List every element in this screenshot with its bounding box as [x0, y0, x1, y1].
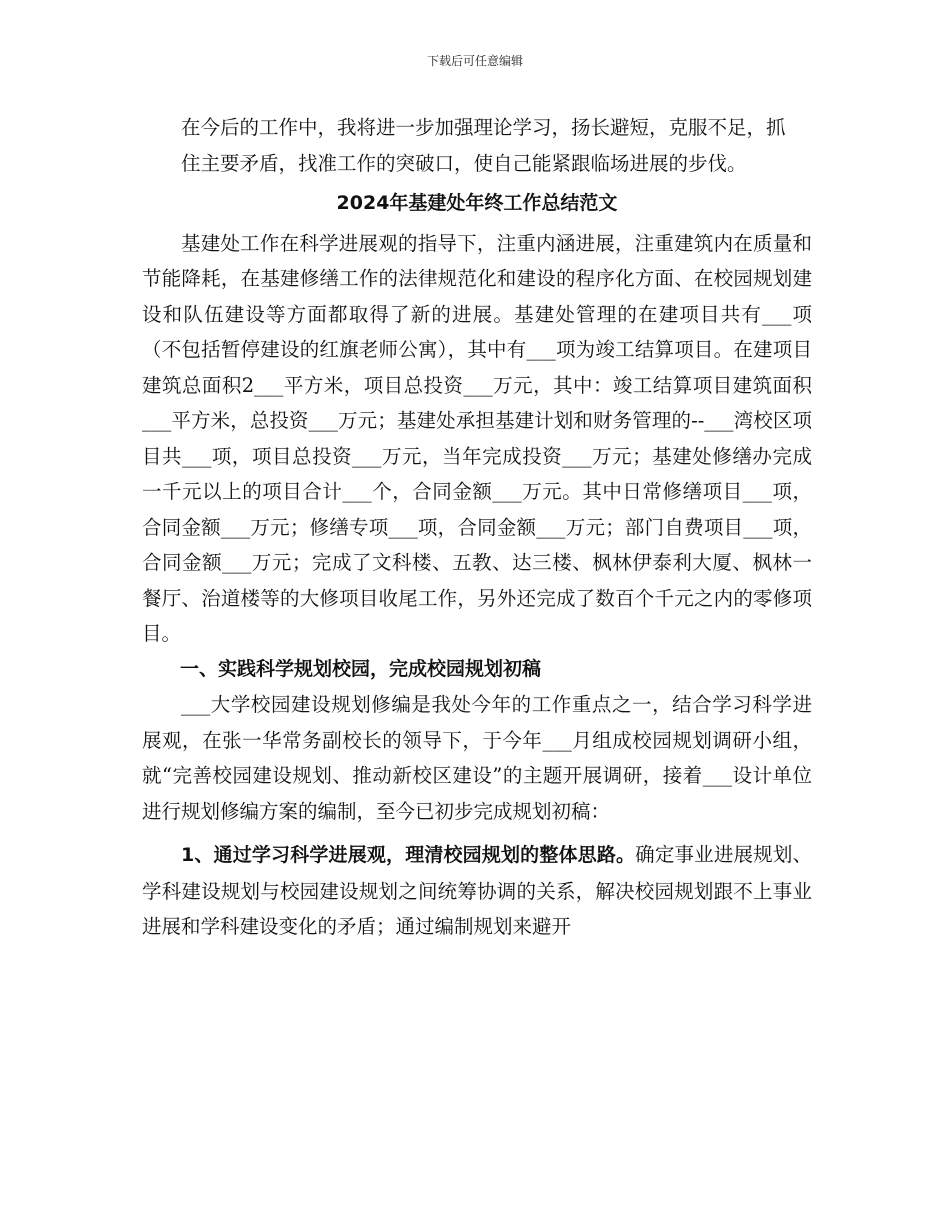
- document-title: 2024年基建处年终工作总结范文: [336, 192, 618, 214]
- summary-paragraph: 基建处工作在科学进展观的指导下，注重内涵进展，注重建筑内在质量和节能降耗，在基建修缮工作的法律规范化和建设的程序化方面、在校园规划建设和队伍建设等方面都取得了新的进展。基建处管理的在建项目共有___项（不包括暂停建设的红旗老师公寓），其中有___项为竣工结算项目。在建项目建筑总面积2___平方米，项目总投资___万元，其中：竣工结算项目建筑面积___平方米，总投资___万元；基建处承担基建计划和财务管理的--___湾校区项目共___项，项目总投资___万元，当年完成投资___万元；基建处修缮办完成一千元以上的项目合计___个，合同金额___万元。其中日常修缮项目___项，合同金额___万元；修缮专项___项，合同金额___万元；部门自费项目___项，合同金额___万元；完成了文科楼、五教、达三楼、枫林伊泰利大厦、枫林一餐厅、治道楼等的大修项目收尾工作，另外还完成了数百个千元之内的零修项目。: [142, 231, 812, 645]
- item-1-paragraph: [142, 837, 812, 945]
- intro-line-2: 住主要矛盾，找准工作的突破口，使自己能紧跟临场进展的步伐。: [181, 151, 747, 175]
- item-1-lead: 1、通过学习科学进展观，理清校园规划的整体思路。: [181, 844, 636, 866]
- section-1-paragraph: ___大学校园建设规划修编是我处今年的工作重点之一，结合学习科学进展观，在张一华常务副校长的领导下，于今年___月组成校园规划调研小组，就“完善校园建设规划、推动新校区建设”的主题开展调研，接着___设计单位进行规划修编方案的编制，至今已初步完成规划初稿：: [142, 693, 812, 823]
- intro-line-1: 在今后的工作中，我将进一步加强理论学习，扬长避短，克服不足，抓: [181, 116, 786, 139]
- page-header: 下载后可任意编辑: [426, 54, 523, 68]
- document-body: [142, 110, 812, 945]
- section-1-heading: 一、实践科学规划校园，完成校园规划初稿: [180, 657, 542, 680]
- item-1-text: 确定事业进展规划、学科建设规划与校园建设规划之间统筹协调的关系，解决校园规划跟不上事业进展和学科建设变化的矛盾；通过编制规划来避开: [142, 843, 812, 938]
